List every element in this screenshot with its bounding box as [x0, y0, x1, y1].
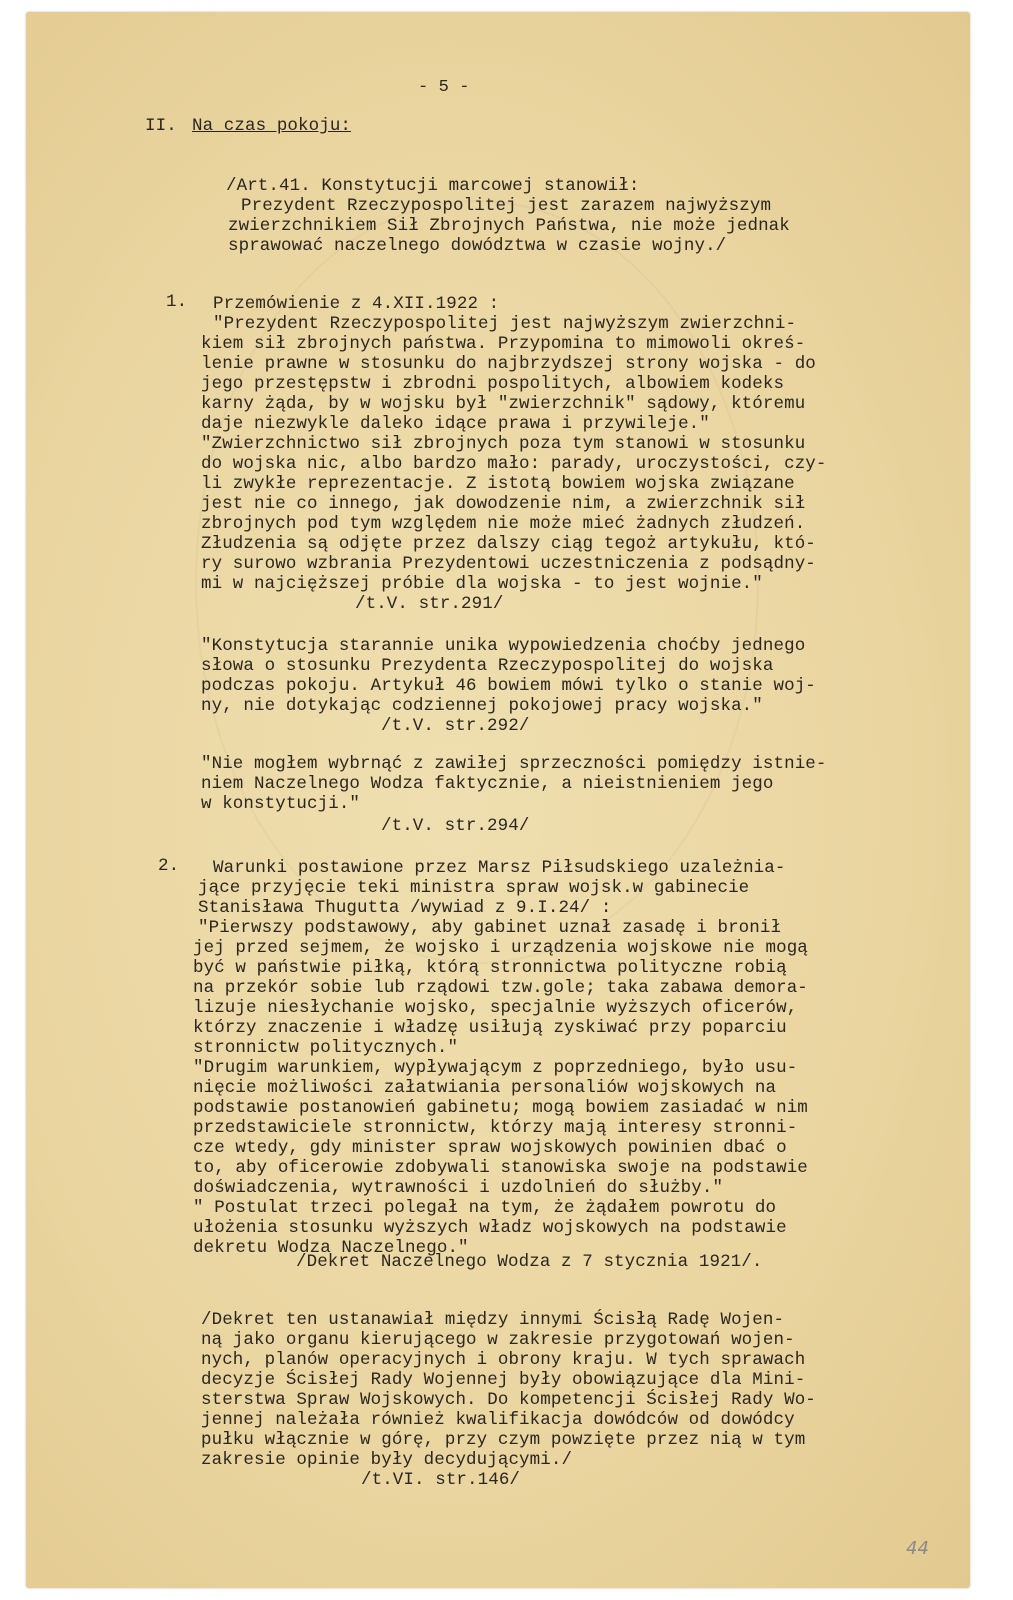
text-line: jej przed sejmem, że wojsko i urządzenia wojskowe nie mogą: [193, 938, 808, 958]
text-line: jest nie co innego, jak dowodzenie nim, a zwierzchnik sił: [201, 494, 806, 514]
text-line: "Konstytucja starannie unika wypowiedzenia choćby jednego: [201, 636, 806, 656]
text-line: nięcie możliwości załatwiania personaliów wojskowych na: [193, 1078, 777, 1098]
section-number: II.: [145, 116, 177, 136]
text-line: dekretu Wodza Naczelnego.": [193, 1238, 469, 1258]
text-line: jennej należała również kwalifikacja dowódców od dowódcy: [201, 1410, 795, 1430]
text-line: Stanisława Thugutta /wywiad z 9.I.24/ :: [198, 898, 612, 918]
text-line: karny żąda, by w wojsku był "zwierzchnik" sądowy, któremu: [201, 394, 806, 414]
text-line: którzy znaczenie i władzę usiłują zyskiwać przy poparciu: [193, 1018, 787, 1038]
text-line: słowa o stosunku Prezydenta Rzeczypospolitej do wojska: [201, 656, 774, 676]
item-1-number: 1.: [166, 292, 188, 312]
intro-line: Prezydent Rzeczypospolitej jest zarazem najwyższym: [241, 196, 772, 216]
text-line: niem Naczelnego Wodza faktycznie, a nieistnieniem jego: [201, 774, 774, 794]
text-line: Warunki postawione przez Marsz Piłsudskiego uzależnia-: [213, 858, 786, 878]
text-line: "Prezydent Rzeczypospolitej jest najwyższym zwierzchni-: [213, 314, 797, 334]
text-line: ną jako organu kierującego w zakresie przygotowań wojen-: [201, 1330, 795, 1350]
text-line: "Drugim warunkiem, wypływającym z poprzedniego, było usu-: [193, 1058, 798, 1078]
text-line: cze wtedy, gdy minister spraw wojskowych powinien dbać o: [193, 1138, 787, 1158]
text-line: ułożenia stosunku wyższych władz wojskowych na podstawie: [193, 1218, 787, 1238]
pencil-page-mark: 44: [906, 1538, 929, 1559]
text-line: ny, nie dotykając codziennej pokojowej pracy wojska.": [201, 696, 763, 716]
page-number: - 5 -: [418, 78, 470, 97]
text-line: do wojska nic, albo bardzo mało: parady, uroczystości, czy-: [201, 454, 827, 474]
text-line: li zwykłe reprezentacje. Z istotą bowiem wojska związane: [201, 474, 795, 494]
text-line: lizuje niesłychanie wojsko, specjalnie wyższych oficerów,: [193, 998, 798, 1018]
text-line: "Pierwszy podstawowy, aby gabinet uznał zasadę i bronił: [198, 918, 782, 938]
text-line: "Zwierzchnictwo sił zbrojnych poza tym stanowi w stosunku: [201, 434, 806, 454]
text-line: doświadczenia, wytrawności i uzdolnień do służby.": [193, 1178, 724, 1198]
text-line: pułku włącznie w górę, przy czym powzięte przez nią w tym: [201, 1430, 806, 1450]
text-line: nych, planów operacyjnych i obrony kraju. W tych sprawach: [201, 1350, 806, 1370]
text-line: Przemówienie z 4.XII.1922 :: [213, 294, 500, 314]
text-line: jące przyjęcie teki ministra spraw wojsk.w gabinecie: [198, 878, 750, 898]
text-line: podczas pokoju. Artykuł 46 bowiem mówi tylko o stanie woj-: [201, 676, 816, 696]
text-line: na przekór sobie lub rządowi tzw.gole; taka zabawa demora-: [193, 978, 808, 998]
text-line: zbrojnych pod tym względem nie może mieć żadnych złudzeń.: [201, 514, 806, 534]
text-line: ry surowo wzbrania Prezydentowi uczestniczenia z podsądny-: [201, 554, 816, 574]
text-line: sterstwa Spraw Wojskowych. Do kompetencji Ścisłej Rady Wo-: [201, 1390, 816, 1410]
text-line: zakresie opinie były decydującymi./: [201, 1450, 573, 1470]
text-line: " Postulat trzeci polegał na tym, że żądałem powrotu do: [193, 1198, 777, 1218]
text-line: przedstawiciele stronnictw, którzy mają interesy stronni-: [193, 1118, 798, 1138]
text-line: mi w najcięższej próbie dla wojska - to jest wojnie.": [201, 574, 763, 594]
reference: /t.V. str.291/: [355, 594, 504, 614]
text-line: w konstytucji.": [201, 794, 361, 814]
text-line: daje niezwykle daleko idące prawa i przywileje.": [201, 414, 710, 434]
item-2-number: 2.: [158, 856, 180, 876]
reference: /t.V. str.292/: [381, 716, 530, 736]
text-line: lenie prawne w stosunku do najbrzydszej strony wojska - do: [201, 354, 816, 374]
section-title: Na czas pokoju:: [192, 116, 352, 136]
text-line: podstawie postanowień gabinetu; mogą bowiem zasiadać w nim: [193, 1098, 808, 1118]
reference: /Dekret Naczelnego Wodza z 7 stycznia 1921/.: [296, 1252, 763, 1272]
text-line: "Nie mogłem wybrnąć z zawiłej sprzeczności pomiędzy istnie-: [201, 754, 827, 774]
intro-line: /Art.41. Konstytucji marcowej stanowił:: [226, 176, 640, 196]
text-line: Złudzenia są odjęte przez dalszy ciąg tegoż artykułu, któ-: [201, 534, 816, 554]
intro-line: zwierzchnikiem Sił Zbrojnych Państwa, nie może jednak: [228, 216, 790, 236]
text-line: być w państwie piłką, którą stronnictwa polityczne robią: [193, 958, 787, 978]
reference: /t.V. str.294/: [381, 816, 530, 836]
text-line: /Dekret ten ustanawiał między innymi Ścisłą Radę Wojen-: [201, 1310, 785, 1330]
text-line: jego przestępstw i zbrodni pospolitych, albowiem kodeks: [201, 374, 785, 394]
text-line: to, aby oficerowie zdobywali stanowiska swoje na podstawie: [193, 1158, 808, 1178]
text-line: kiem sił zbrojnych państwa. Przypomina to mimowoli okreś-: [201, 334, 806, 354]
intro-line: sprawować naczelnego dowództwa w czasie wojny./: [228, 236, 727, 256]
reference: /t.VI. str.146/: [361, 1470, 521, 1490]
text-line: stronnictw politycznych.": [193, 1038, 459, 1058]
text-line: decyzje Ścisłej Rady Wojennej były obowiązujące dla Mini-: [201, 1370, 806, 1390]
